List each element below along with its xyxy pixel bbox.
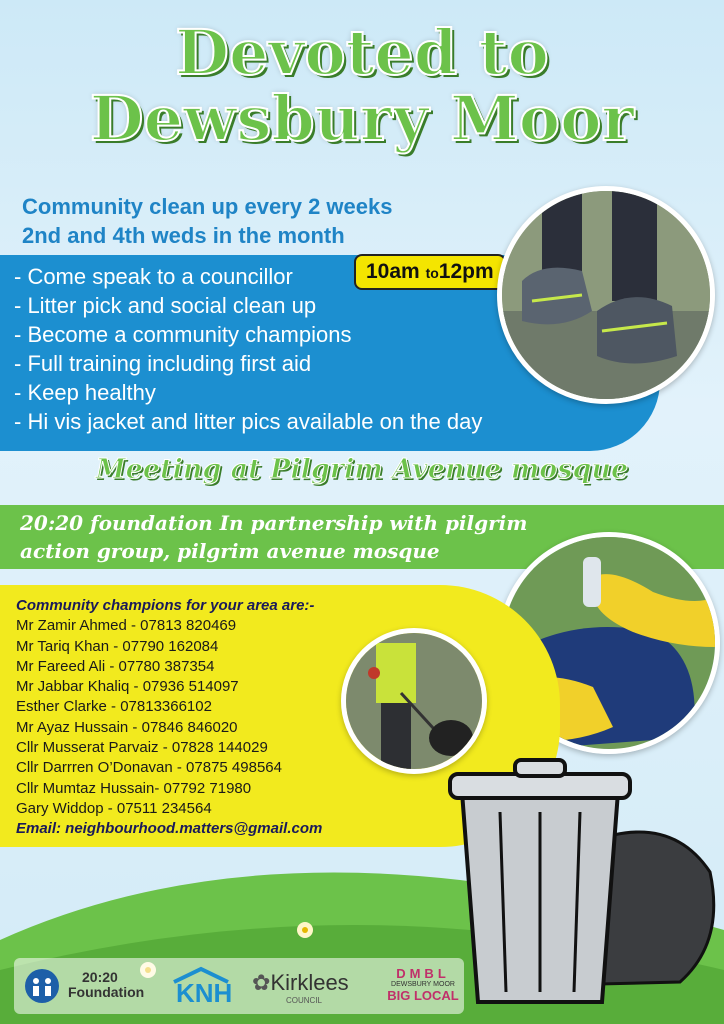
poster-title (0, 16, 724, 155)
partnership-line-1: 20:20 foundation In partnership with pilgrim (20, 511, 528, 535)
champion-entry: Mr Ayaz Hussain - 07846 846020 (16, 718, 238, 736)
knh-logo (170, 966, 232, 1008)
champion-entry: Mr Jabbar Khaliq - 07936 514097 (16, 678, 239, 696)
champions-heading: Community champions for your area are:- (16, 597, 315, 614)
foundation-name-line-2: Foundation (68, 984, 145, 1000)
benefit-item: - Become a community champions (14, 322, 352, 347)
dmbl-line-1: DEWSBURY MOOR (391, 981, 455, 988)
champion-entry: Mr Fareed Ali - 07780 387354 (16, 657, 215, 675)
time-end: 12pm (438, 260, 494, 283)
champion-entry: Gary Widdop - 07511 234564 (16, 799, 212, 817)
kirklees-sub: COUNCIL (286, 996, 323, 1005)
title-line-2: Dewsbury Moor (89, 82, 635, 155)
champion-entry: Cllr Mumtaz Hussain- 07792 71980 (16, 779, 252, 797)
champion-entry: Cllr Darrren O’Donavan - 07875 498564 (16, 759, 282, 777)
time-to: to (425, 265, 439, 281)
dmbl-logo (384, 966, 462, 1003)
champion-entry: Cllr Musserat Parvaiz - 07828 144029 (16, 739, 268, 757)
subtitle-line-1: Community clean up every 2 weeks (22, 194, 393, 219)
litter-picker-image (346, 633, 482, 769)
dmbl-line-2: BIG LOCAL (387, 988, 459, 1003)
kirklees-logo (252, 970, 349, 996)
trash-bin-illustration (440, 752, 720, 1014)
kirklees-swirl-icon: ✿ (252, 970, 271, 995)
foundation-name-line-1: 20:20 (82, 969, 118, 985)
benefit-item: - Litter pick and social clean up (14, 293, 317, 318)
partnership-text (20, 509, 527, 565)
foundation-logo-icon (24, 968, 60, 1004)
champion-entry: Mr Zamir Ahmed - 07813 820469 (16, 617, 237, 635)
contact-email: Email: neighbourhood.matters@gmail.com (16, 820, 323, 838)
walking-shoes-photo (497, 186, 715, 404)
benefit-item: - Full training including first aid (14, 351, 312, 376)
partnership-line-2: action group, pilgrim avenue mosque (20, 539, 440, 563)
champion-entry: Mr Tariq Khan - 07790 162084 (16, 637, 219, 655)
champions-list (16, 596, 322, 840)
dmbl-letters: DMBL (396, 966, 450, 981)
walking-shoes-image (502, 191, 710, 399)
subtitle-line-2: 2nd and 4th weds in the month (22, 223, 345, 248)
sponsor-logos (14, 958, 464, 1014)
knh-logo-text: KNH (176, 978, 233, 1008)
title-line-1: Devoted to (175, 16, 549, 89)
meeting-location: Meeting at Pilgrim Avenue mosque (95, 454, 629, 485)
benefit-item: - Hi vis jacket and litter pics available on the day (14, 409, 483, 434)
time-badge (354, 254, 506, 290)
kirklees-name: Kirklees (270, 970, 349, 995)
schedule-subtitle (22, 192, 393, 250)
time-start: 10am (366, 260, 420, 283)
benefit-item: - Come speak to a councillor (14, 264, 293, 289)
foundation-logo-text (68, 970, 144, 1000)
benefit-item: - Keep healthy (14, 380, 156, 405)
champion-entry: Esther Clarke - 07813366102 (16, 698, 212, 716)
